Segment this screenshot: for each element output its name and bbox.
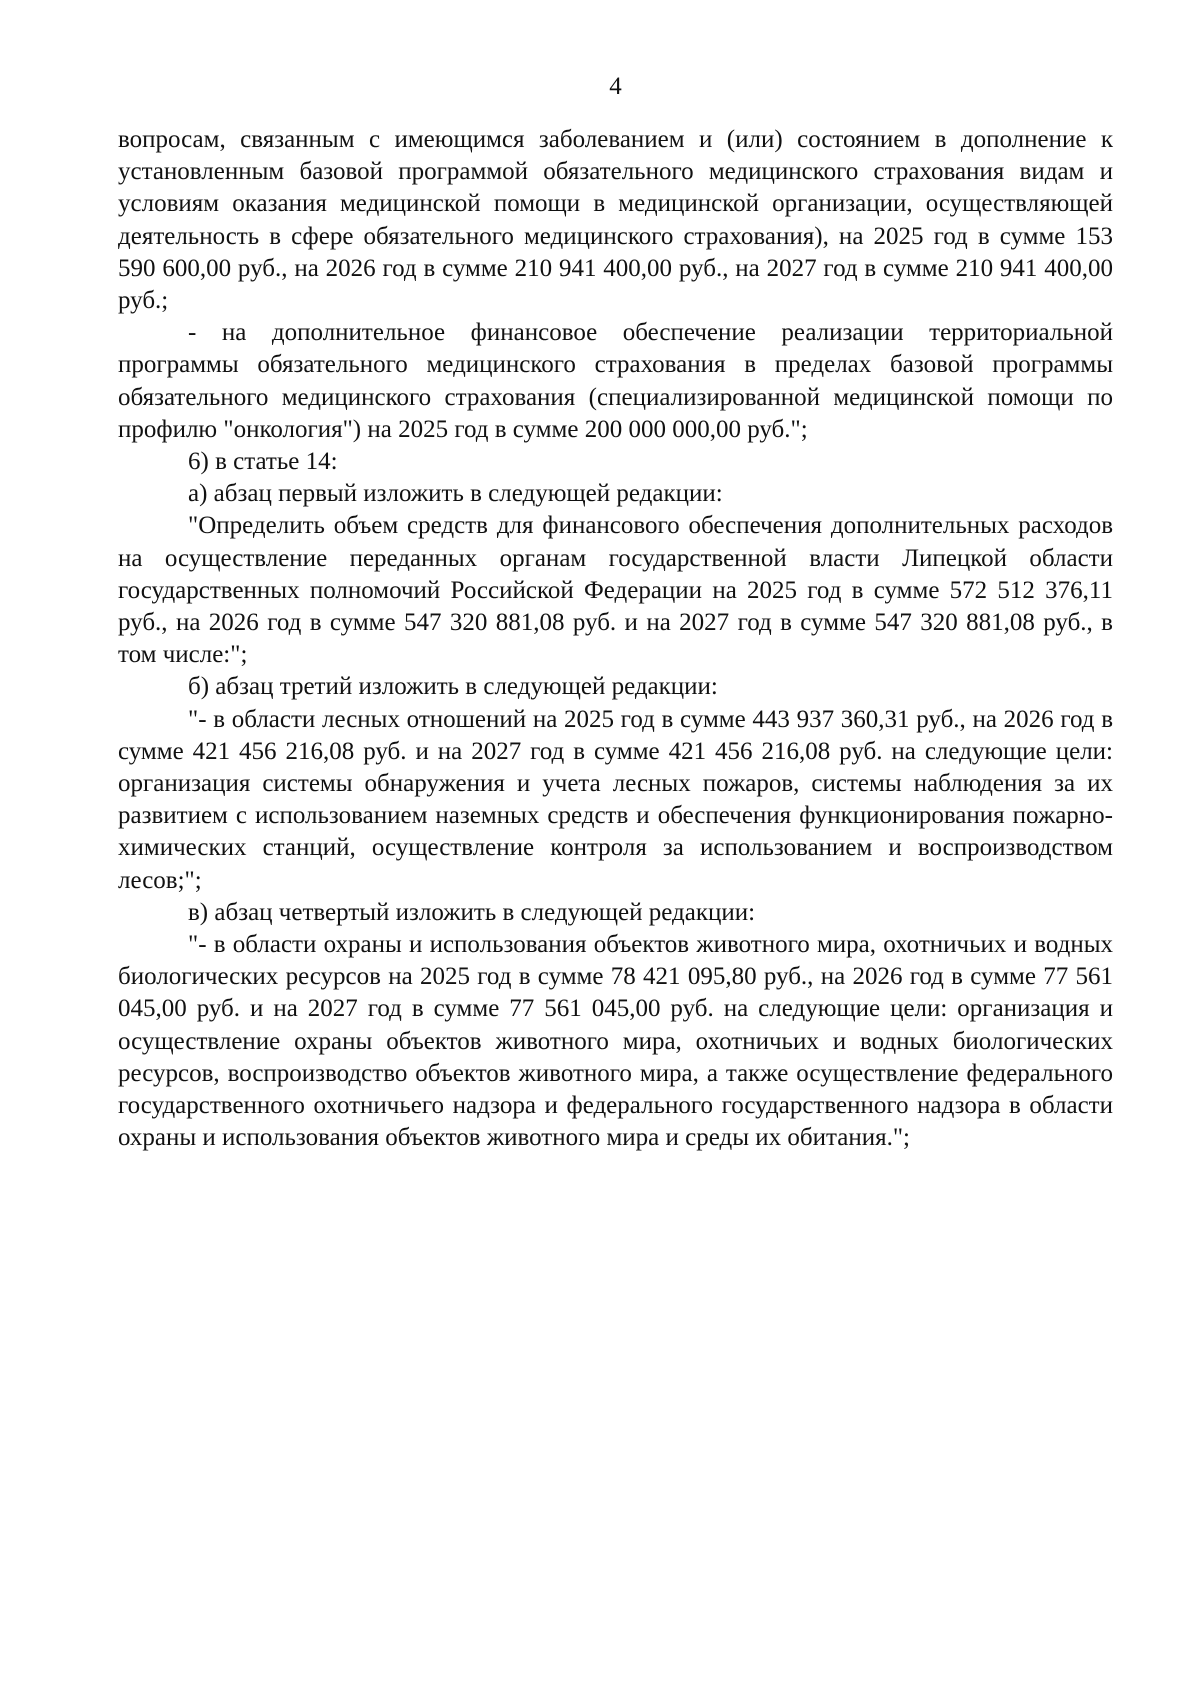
document-body bbox=[118, 124, 1113, 1155]
paragraph: б) абзац третий изложить в следующей редакции: bbox=[188, 673, 718, 701]
paragraph: - на дополнительное финансовое обеспечение реализации территориальной программы обязательного медицинского страхования в пределах базовой программы обязательного медицинского страхования (специализированной медицинской помощи по профилю "онкология") на 2025 год в сумме 200 000 000,00 руб."; bbox=[118, 319, 1113, 443]
page-number: 4 bbox=[609, 73, 622, 100]
paragraph: "- в области лесных отношений на 2025 год в сумме 443 937 360,31 руб., на 2026 год в сумме 421 456 216,08 руб. и на 2027 год в сумме 421 456 216,08 руб. на следующие цели: организация системы обнаружения и учета лесных пожаров, системы наблюдения за их развитием с использованием наземных средств и обеспечения функционирования пожарно-химических станций, осуществление контроля за использованием и воспроизводством лесов;"; bbox=[118, 705, 1113, 894]
paragraph: в) абзац четвертый изложить в следующей редакции: bbox=[188, 898, 756, 926]
paragraph: "Определить объем средств для финансового обеспечения дополнительных расходов на осуществление переданных органам государственной власти Липецкой области государственных полномочий Российской Федерации на 2025 год в сумме 572 512 376,11 руб., на 2026 год в сумме 547 320 881,08 руб. и на 2027 год в сумме 547 320 881,08 руб., в том числе:"; bbox=[118, 512, 1113, 669]
paragraph: а) абзац первый изложить в следующей редакции: bbox=[188, 480, 723, 508]
paragraph: 6) в статье 14: bbox=[188, 448, 338, 476]
paragraph: "- в области охраны и использования объектов животного мира, охотничьих и водных биологических ресурсов на 2025 год в сумме 78 421 095,80 руб., на 2026 год в сумме 77 561 045,00 руб. и на 2027 год в сумме 77 561 045,00 руб. на следующие цели: организация и осуществление охраны объектов животного мира, охотничьих и водных биологических ресурсов, воспроизводство объектов животного мира, а также осуществление федерального государственного охотничьего надзора и федерального государственного надзора в области охраны и использования объектов животного мира и среды их обитания."; bbox=[118, 931, 1113, 1152]
paragraph: вопросам, связанным с имеющимся заболеванием и (или) состоянием в дополнение к установленным базовой программой обязательного медицинского страхования видам и условиям оказания медицинской помощи в медицинской организации, осуществляющей деятельность в сфере обязательного медицинского страхования), на 2025 год в сумме 153 590 600,00 руб., на 2026 год в сумме 210 941 400,00 руб., на 2027 год в сумме 210 941 400,00 руб.; bbox=[118, 126, 1113, 315]
